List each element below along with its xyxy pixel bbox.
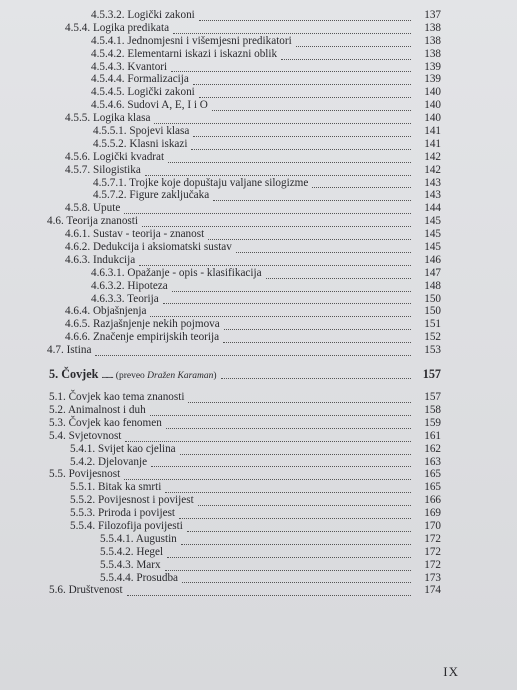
- dot-leader: [212, 110, 411, 111]
- toc-entry-label: [65, 228, 204, 241]
- dot-leader: [312, 187, 411, 188]
- toc-row: [0, 331, 517, 344]
- dot-leader: [193, 136, 411, 137]
- toc-entry-label: [70, 481, 161, 494]
- dot-leader: [182, 582, 411, 583]
- toc-row: [0, 546, 517, 559]
- toc-entry-title: Sudovi A, E, I i O: [127, 99, 208, 112]
- toc-page-number: 159: [424, 416, 441, 429]
- toc-page-number: 145: [424, 215, 441, 228]
- toc-page-number: 141: [424, 125, 441, 138]
- toc-entry-title: Augustin: [135, 532, 177, 545]
- toc-entry-title: Logika predikata: [92, 21, 170, 34]
- dot-leader: [163, 303, 411, 304]
- toc-entry-number: 4.6.3.: [65, 253, 91, 266]
- toc-entry-number: 5.6.: [49, 584, 66, 597]
- toc-entry-title: Dedukcija i aksiomatski sustav: [92, 241, 232, 254]
- toc-entry-label: [91, 86, 195, 99]
- toc-row: [0, 254, 517, 267]
- toc-page-number: 157: [424, 391, 441, 404]
- toc-entry-title: Čovjek kao tema znanosti: [68, 391, 185, 404]
- toc-entry-label: [49, 391, 184, 404]
- toc-entry-number: 4.5.4.3.: [91, 60, 125, 73]
- toc-entry-title: Sustav - teorija - znanost: [92, 228, 205, 241]
- toc-page-number: 138: [424, 21, 441, 34]
- toc-page-number: 138: [424, 47, 441, 60]
- toc-entry-title: Čovjek kao fenomen: [68, 416, 162, 429]
- page-folio: IX: [443, 664, 459, 679]
- toc-entry-number: 4.5.4.: [65, 21, 91, 34]
- toc-entry-label: [70, 443, 176, 456]
- toc-page-number: 147: [424, 266, 441, 279]
- toc-entry-number: 4.5.3.2.: [91, 9, 125, 21]
- toc-page-number: 162: [424, 442, 441, 455]
- toc-entry-number: 4.6.2.: [65, 241, 91, 254]
- toc-entry-label: [93, 125, 189, 138]
- toc-entry-label: [47, 344, 91, 357]
- toc-entry-label: [91, 73, 189, 86]
- toc-page-number: 150: [424, 292, 441, 305]
- toc-page-number: 161: [424, 429, 441, 442]
- toc-page-number: 165: [424, 468, 441, 481]
- toc-entry-label: [91, 280, 168, 293]
- toc-page-number: 163: [424, 455, 441, 468]
- toc-entry-number: 4.5.4.4.: [91, 73, 125, 86]
- toc-entry-number: 4.5.4.2.: [91, 47, 125, 60]
- toc-page-number: 165: [424, 481, 441, 494]
- dot-leader: [187, 531, 411, 532]
- toc-entry-title: Teorija znanosti: [66, 215, 138, 228]
- toc-row: [0, 164, 517, 177]
- toc-page-number: 139: [424, 60, 441, 73]
- dot-leader: [139, 265, 411, 266]
- toc-row: [0, 202, 517, 215]
- toc-row: [0, 507, 517, 520]
- toc-entry-number: 4.5.4.6.: [91, 99, 125, 112]
- toc-page-number: 172: [424, 545, 441, 558]
- toc-entry-title: Istina: [66, 344, 92, 357]
- toc-entry-number: 4.5.5.2.: [93, 137, 127, 150]
- dot-leader: [213, 200, 411, 201]
- toc-entry-title: Indukcija: [92, 253, 136, 266]
- dot-leader: [180, 454, 411, 455]
- toc-page-number: 152: [424, 331, 441, 344]
- toc-entry-title: Svijet kao cjelina: [97, 442, 176, 455]
- toc-entry-label: [49, 430, 121, 443]
- toc-entry-title: Objašnjenja: [92, 305, 147, 318]
- toc-row: [0, 35, 517, 48]
- toc-entry-label: [100, 559, 161, 572]
- toc-page-number: 144: [424, 202, 441, 215]
- toc-page-number: 146: [424, 253, 441, 266]
- toc-entry-label: [91, 48, 277, 61]
- toc-page-number: 142: [424, 150, 441, 163]
- toc-entry-title: Bitak ka smrti: [97, 481, 162, 494]
- toc-page-number: 137: [424, 9, 441, 21]
- toc-row: [0, 391, 517, 404]
- toc-row: [0, 215, 517, 228]
- toc-entry-number: 4.5.7.2.: [93, 189, 127, 202]
- toc-page-number: 174: [424, 584, 441, 597]
- toc-entry-title: Marx: [136, 558, 161, 571]
- toc-row: [0, 48, 517, 61]
- toc-entry-label: [65, 202, 120, 215]
- toc-entry-number: 5.5.4.4.: [100, 571, 134, 584]
- dot-leader: [193, 84, 411, 85]
- dot-leader: [151, 466, 411, 467]
- toc-page-number: 151: [424, 318, 441, 331]
- table-of-contents: [0, 9, 517, 597]
- toc-entry-label: [65, 331, 219, 344]
- toc-page-number: 170: [424, 519, 441, 532]
- toc-entry-title: Klasni iskazi: [129, 137, 188, 150]
- toc-entry-number: 5.5.4.1.: [100, 532, 134, 545]
- toc-entry-number: 4.5.6.: [65, 150, 91, 163]
- toc-row: [0, 456, 517, 469]
- chapter-dots: .........: [101, 370, 113, 381]
- toc-entry-label: [65, 318, 220, 331]
- toc-entry-title: Povijesnost: [68, 468, 121, 481]
- toc-entry-title: Hegel: [136, 545, 164, 558]
- toc-entry-label: [65, 241, 232, 254]
- dot-leader: [181, 544, 411, 545]
- toc-entry-number: 4.6.3.2.: [91, 279, 125, 292]
- dot-leader: [199, 97, 411, 98]
- dot-leader: [167, 557, 411, 558]
- toc-entry-label: [65, 164, 141, 177]
- toc-entry-title: Prosudba: [136, 571, 179, 584]
- toc-row: [0, 584, 517, 597]
- toc-row: [0, 280, 517, 293]
- toc-entry-title: Društvenost: [68, 584, 123, 597]
- toc-chapter-row: [0, 363, 517, 385]
- toc-row: [0, 559, 517, 572]
- toc-entry-number: 5.2.: [49, 403, 66, 416]
- toc-entry-label: [70, 520, 183, 533]
- toc-row: [0, 138, 517, 151]
- toc-row: [0, 86, 517, 99]
- toc-entry-title: Teorija: [127, 292, 159, 305]
- dot-leader: [281, 59, 411, 60]
- toc-entry-title: Formalizacija: [127, 73, 189, 86]
- toc-page-number: 142: [424, 163, 441, 176]
- toc-row: [0, 9, 517, 22]
- dot-leader: [221, 378, 411, 379]
- toc-entry-number: 5.5.2.: [70, 494, 96, 507]
- dot-leader: [150, 415, 411, 416]
- dot-leader: [266, 278, 411, 279]
- toc-entry-label: [100, 546, 163, 559]
- toc-entry-label: [91, 293, 159, 306]
- dot-leader: [95, 355, 411, 356]
- toc-entry-number: 4.6.: [47, 215, 64, 228]
- toc-entry-number: 4.5.5.1.: [93, 125, 127, 138]
- toc-row: [0, 443, 517, 456]
- toc-page-number: 166: [424, 494, 441, 507]
- toc-entry-title: Logički zakoni: [127, 9, 195, 21]
- toc-row: [0, 572, 517, 585]
- dot-leader: [191, 149, 411, 150]
- toc-entry-label: [70, 494, 194, 507]
- toc-entry-number: 5.1.: [49, 391, 66, 404]
- toc-entry-label: [70, 456, 147, 469]
- toc-entry-label: [49, 404, 146, 417]
- toc-page-number: 140: [424, 112, 441, 125]
- toc-row: [0, 189, 517, 202]
- toc-page-number: 150: [424, 305, 441, 318]
- toc-row: [0, 177, 517, 190]
- dot-leader: [145, 175, 411, 176]
- dot-leader: [188, 402, 411, 403]
- translator-suffix: ): [213, 371, 217, 382]
- toc-entry-label: [65, 112, 150, 125]
- toc-entry-title: Trojke koje dopuštaju valjane silogizme: [129, 176, 309, 189]
- dot-leader: [208, 239, 411, 240]
- toc-entry-title: Jednomjesni i višemjesni predikatori: [127, 34, 292, 47]
- toc-entry-title: Svjetovnost: [68, 429, 122, 442]
- toc-entry-number: 5.4.2.: [70, 455, 96, 468]
- toc-entry-title: Logika klasa: [92, 112, 151, 125]
- toc-entry-number: 5.5.4.2.: [100, 545, 134, 558]
- toc-page-number: 173: [424, 571, 441, 584]
- toc-page-number: 145: [424, 241, 441, 254]
- toc-entry-label: [65, 22, 169, 35]
- chapter-translator: [116, 371, 217, 381]
- toc-row: [0, 241, 517, 254]
- toc-entry-title: Značenje empirijskih teorija: [92, 331, 220, 344]
- toc-entry-title: Razjašnjenje nekih pojmova: [92, 318, 220, 331]
- toc-entry-title: Elementarni iskazi i iskazni oblik: [127, 47, 278, 60]
- toc-page-number: 143: [424, 189, 441, 202]
- dot-leader: [127, 595, 411, 596]
- toc-entry-title: Povijesnost i povijest: [97, 494, 194, 507]
- toc-row: [0, 125, 517, 138]
- toc-entry-number: 5.: [49, 367, 59, 382]
- toc-row: [0, 61, 517, 74]
- toc-entry-title: Opažanje - opis - klasifikacija: [127, 266, 262, 279]
- toc-entry-title: Čovjek: [61, 367, 99, 382]
- toc-entry-label: [100, 572, 178, 585]
- toc-row: [0, 99, 517, 112]
- dot-leader: [154, 123, 411, 124]
- dot-leader: [224, 329, 411, 330]
- toc-row: [0, 112, 517, 125]
- toc-entry-label: [49, 363, 217, 387]
- dot-leader: [173, 33, 411, 34]
- toc-entry-title: Animalnost i duh: [67, 403, 146, 416]
- dot-leader: [124, 213, 411, 214]
- toc-entry-label: [91, 35, 292, 48]
- toc-entry-title: Filozofija povijesti: [97, 519, 183, 532]
- toc-page-number: 138: [424, 34, 441, 47]
- toc-entry-number: 4.5.7.: [65, 163, 91, 176]
- toc-entry-label: [49, 468, 120, 481]
- toc-entry-title: Silogistika: [92, 163, 141, 176]
- toc-entry-number: 5.3.: [49, 416, 66, 429]
- dot-leader: [179, 518, 411, 519]
- dot-leader: [198, 505, 411, 506]
- toc-entry-label: [65, 151, 164, 164]
- toc-entry-title: Djelovanje: [97, 455, 148, 468]
- toc-row: [0, 533, 517, 546]
- toc-page-number: 172: [424, 532, 441, 545]
- toc-entry-label: [93, 138, 187, 151]
- toc-entry-number: 4.5.7.1.: [93, 176, 127, 189]
- toc-entry-title: Logički kvadrat: [92, 150, 165, 163]
- toc-row: [0, 151, 517, 164]
- toc-row: [0, 404, 517, 417]
- toc-entry-number: 4.5.5.: [65, 112, 91, 125]
- toc-entry-number: 5.5.4.: [70, 519, 96, 532]
- toc-entry-title: Spojevi klasa: [129, 125, 190, 138]
- toc-entry-number: 5.4.1.: [70, 442, 96, 455]
- toc-entry-number: 4.6.3.3.: [91, 292, 125, 305]
- toc-entry-number: 4.6.1.: [65, 228, 91, 241]
- dot-leader: [166, 428, 411, 429]
- toc-row: [0, 73, 517, 86]
- toc-entry-number: 5.4.: [49, 429, 66, 442]
- dot-leader: [168, 162, 411, 163]
- toc-entry-title: Priroda i povijest: [97, 507, 176, 520]
- toc-page-number: 148: [424, 279, 441, 292]
- toc-entry-title: Kvantori: [127, 60, 168, 73]
- toc-row: [0, 520, 517, 533]
- toc-entry-title: Logički zakoni: [127, 86, 195, 99]
- toc-entry-number: 4.6.5.: [65, 318, 91, 331]
- toc-row: [0, 417, 517, 430]
- dot-leader: [223, 342, 411, 343]
- toc-row: [0, 318, 517, 331]
- toc-row: [0, 267, 517, 280]
- toc-page-number: 141: [424, 137, 441, 150]
- toc-page-number: 172: [424, 558, 441, 571]
- toc-entry-title: Figure zaključaka: [129, 189, 210, 202]
- toc-page-number: 140: [424, 99, 441, 112]
- toc-row: [0, 228, 517, 241]
- toc-row: [0, 344, 517, 357]
- toc-page-number: 153: [424, 344, 441, 357]
- toc-entry-label: [70, 507, 175, 520]
- toc-entry-number: 4.5.4.5.: [91, 86, 125, 99]
- dot-leader: [199, 20, 411, 21]
- toc-page-number: 158: [424, 403, 441, 416]
- toc-entry-number: 4.5.8.: [65, 202, 91, 215]
- toc-entry-number: 4.7.: [47, 344, 64, 357]
- toc-entry-number: 5.5.3.: [70, 507, 96, 520]
- toc-entry-number: 4.6.6.: [65, 331, 91, 344]
- toc-entry-label: [91, 9, 195, 22]
- translator-name: Dražen Karaman: [147, 371, 214, 382]
- toc-entry-label: [65, 254, 135, 267]
- toc-row: [0, 22, 517, 35]
- toc-entry-label: [49, 584, 123, 597]
- toc-row: [0, 293, 517, 306]
- dot-leader: [124, 479, 411, 480]
- toc-entry-label: [93, 177, 308, 190]
- toc-entry-label: [91, 99, 208, 112]
- toc-entry-number: 5.5.: [49, 468, 66, 481]
- toc-page-number: 140: [424, 86, 441, 99]
- toc-page-number: 145: [424, 228, 441, 241]
- dot-leader: [172, 291, 411, 292]
- toc-entry-number: 5.5.4.3.: [100, 558, 134, 571]
- toc-page-number: 139: [424, 73, 441, 86]
- dot-leader: [142, 226, 411, 227]
- toc-row: [0, 305, 517, 318]
- dot-leader: [125, 441, 411, 442]
- toc-row: [0, 481, 517, 494]
- toc-entry-label: [91, 267, 262, 280]
- toc-page-number: 157: [422, 367, 441, 382]
- dot-leader: [171, 71, 411, 72]
- toc-entry-label: [93, 189, 209, 202]
- dot-leader: [296, 46, 411, 47]
- toc-entry-label: [65, 305, 146, 318]
- toc-entry-label: [91, 61, 167, 74]
- toc-page-number: 169: [424, 507, 441, 520]
- toc-entry-label: [49, 417, 162, 430]
- toc-entry-number: 4.6.3.1.: [91, 266, 125, 279]
- toc-entry-label: [100, 533, 177, 546]
- toc-row: [0, 468, 517, 481]
- translator-prefix: (preveo: [115, 371, 148, 382]
- toc-row: [0, 430, 517, 443]
- toc-entry-label: [47, 215, 138, 228]
- toc-entry-title: Upute: [92, 202, 121, 215]
- toc-entry-title: Hipoteza: [127, 279, 168, 292]
- dot-leader: [150, 316, 411, 317]
- dot-leader: [165, 492, 411, 493]
- toc-row: [0, 494, 517, 507]
- dot-leader: [165, 570, 411, 571]
- dot-leader: [236, 252, 411, 253]
- toc-entry-number: 4.5.4.1.: [91, 34, 125, 47]
- toc-page-number: 143: [424, 176, 441, 189]
- toc-entry-number: 5.5.1.: [70, 481, 96, 494]
- toc-entry-number: 4.6.4.: [65, 305, 91, 318]
